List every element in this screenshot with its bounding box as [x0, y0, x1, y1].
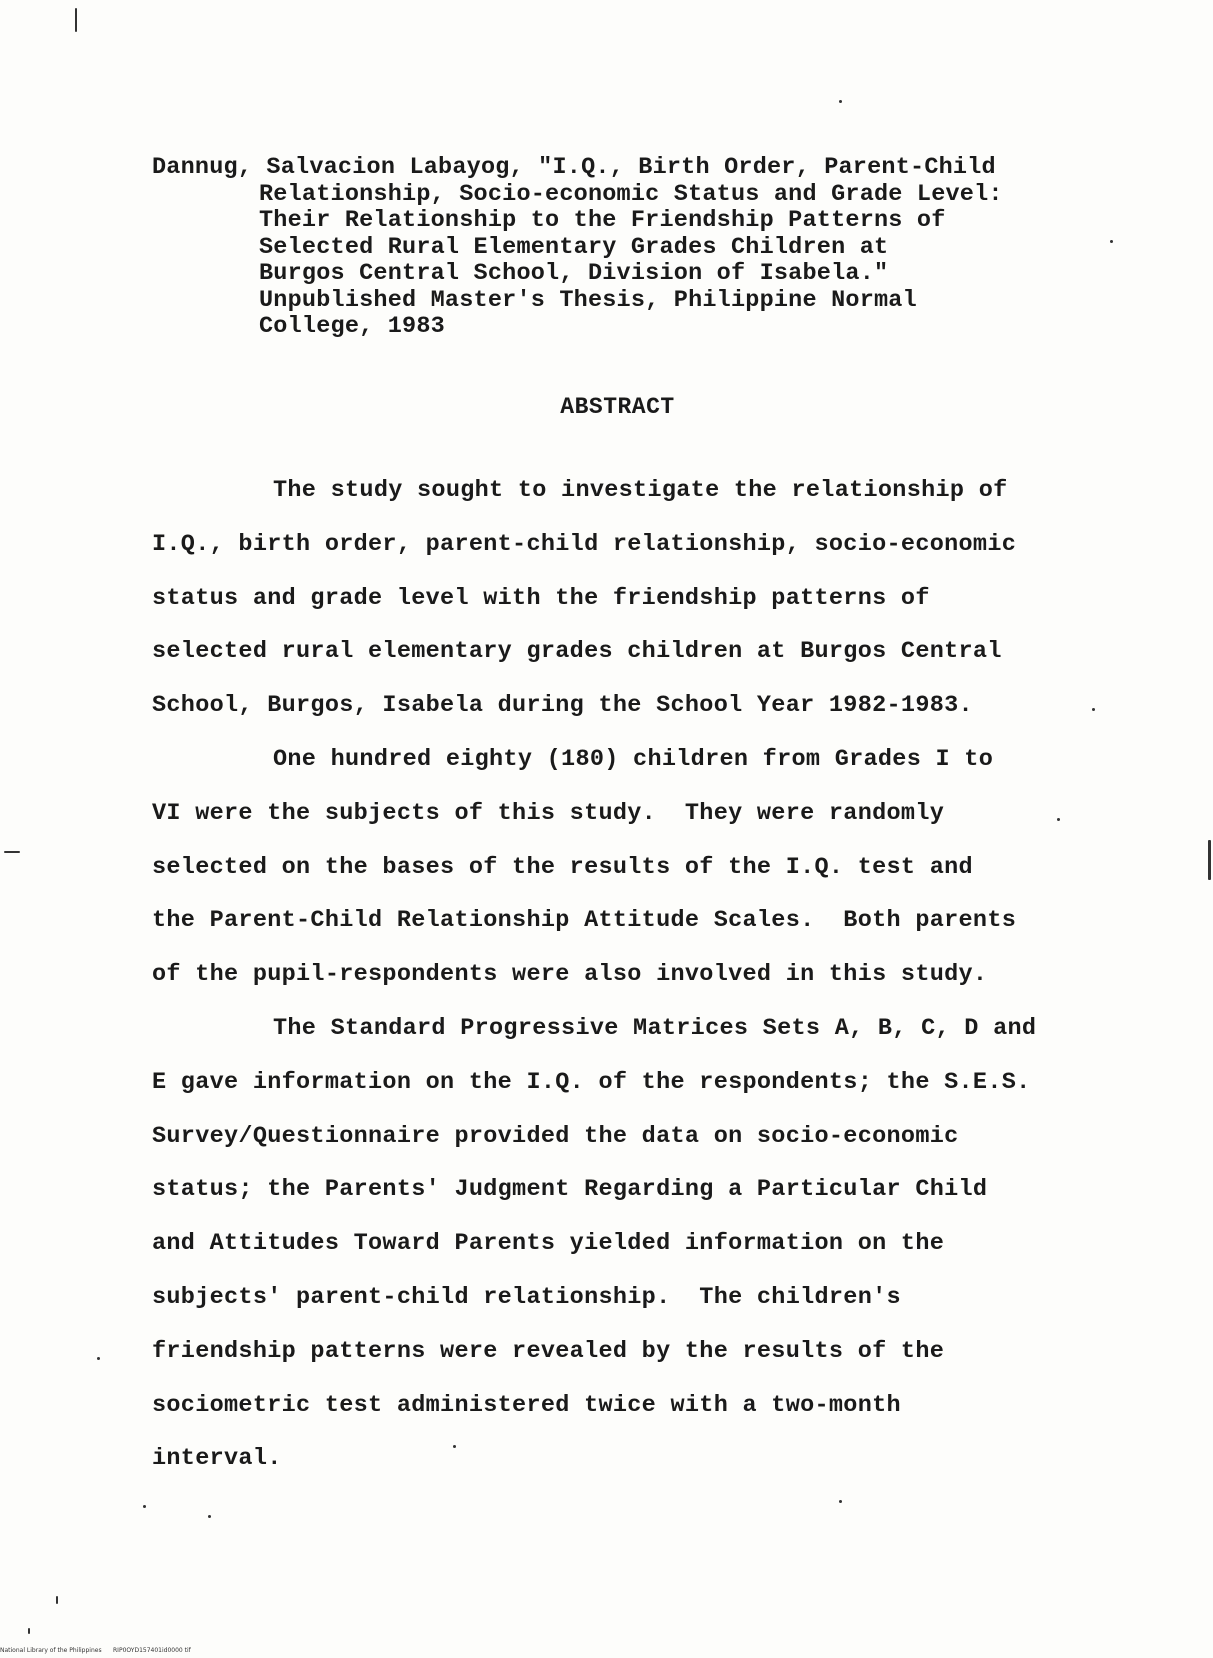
abstract-line: E gave information on the I.Q. of the respondents; the S.E.S. — [152, 1068, 1031, 1096]
citation-line: Selected Rural Elementary Grades Children at — [259, 233, 889, 261]
abstract-body — [152, 476, 1142, 1498]
abstract-line: friendship patterns were revealed by the results of the — [152, 1337, 945, 1365]
scan-speck — [1057, 818, 1060, 821]
scan-speck — [4, 851, 20, 853]
scan-speck — [1208, 840, 1211, 880]
abstract-line: status and grade level with the friendship patterns of — [152, 584, 930, 612]
scan-speck — [75, 8, 77, 32]
abstract-line: School, Burgos, Isabela during the School Year 1982-1983. — [152, 692, 973, 720]
scan-speck — [1110, 240, 1113, 243]
scan-speck — [143, 1505, 146, 1508]
abstract-line: the Parent-Child Relationship Attitude Scales. Both parents — [152, 907, 1017, 935]
scan-speck — [28, 1628, 30, 1634]
citation-line: Their Relationship to the Friendship Patterns of — [259, 207, 946, 234]
abstract-line: selected rural elementary grades children at Burgos Central — [152, 638, 1002, 666]
abstract-line: One hundred eighty (180) children from Grades I to — [273, 745, 994, 773]
abstract-line: selected on the bases of the results of the I.Q. test and — [152, 853, 973, 881]
abstract-line: Survey/Questionnaire provided the data on socio-economic — [152, 1122, 959, 1150]
citation-line: Dannug, Salvacion Labayog, "I.Q., Birth Order, Parent-Child — [152, 154, 996, 181]
abstract-line: of the pupil-respondents were also involved in this study. — [152, 961, 988, 989]
abstract-line: and Attitudes Toward Parents yielded information on the — [152, 1230, 945, 1258]
citation-line: Unpublished Master's Thesis, Philippine Normal — [259, 286, 917, 314]
scan-speck — [839, 1500, 842, 1503]
scan-speck — [1092, 708, 1095, 711]
abstract-line: The study sought to investigate the relationship of — [273, 477, 1008, 504]
scan-speck — [56, 1596, 58, 1604]
abstract-line: I.Q., birth order, parent-child relationship, socio-economic — [152, 530, 1017, 558]
citation-line: College, 1983 — [259, 313, 445, 340]
abstract-line: VI were the subjects of this study. They were randomly — [152, 799, 945, 827]
abstract-line: subjects' parent-child relationship. The children's — [152, 1283, 901, 1311]
scan-footer: National Library of the Philippines RIP0OYD157401id0000 tif — [0, 1647, 191, 1654]
scan-speck — [839, 100, 842, 103]
citation-line: Relationship, Socio-economic Status and Grade Level: — [259, 180, 1003, 208]
citation-block — [152, 155, 1112, 341]
scan-speck — [453, 1445, 456, 1448]
abstract-line: The Standard Progressive Matrices Sets A, B, C, D and — [273, 1014, 1037, 1042]
abstract-line: sociometric test administered twice with a two-month — [152, 1391, 901, 1419]
citation-line: Burgos Central School, Division of Isabela." — [259, 260, 889, 287]
scan-speck — [97, 1357, 100, 1360]
abstract-line: status; the Parents' Judgment Regarding a Particular Child — [152, 1176, 988, 1204]
abstract-line: interval. — [152, 1445, 282, 1473]
scan-speck — [208, 1515, 211, 1518]
abstract-heading: ABSTRACT — [560, 394, 675, 420]
